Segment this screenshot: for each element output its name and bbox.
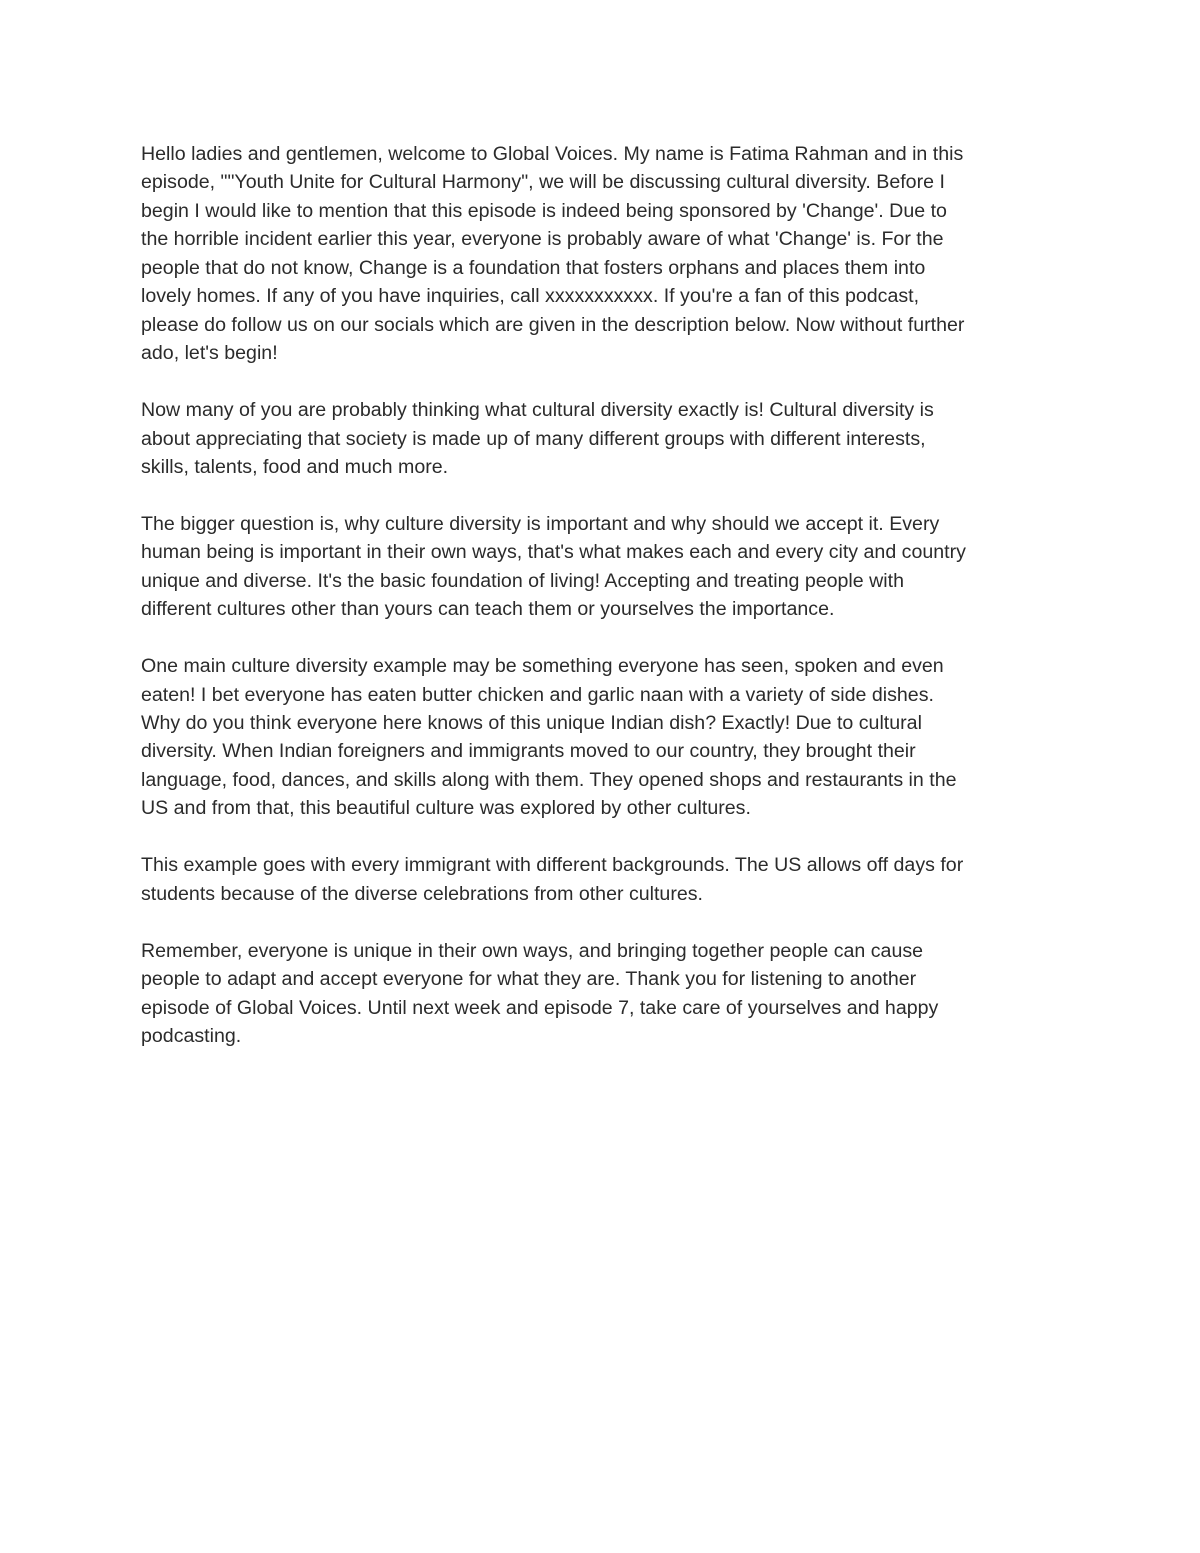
text-line: different cultures other than yours can teach them or yourselves the importance. [141, 598, 835, 621]
text-line: begin I would like to mention that this episode is indeed being sponsored by 'Change'. Due to [141, 199, 947, 222]
paragraph-intro [141, 140, 1061, 368]
paragraph-closing [141, 937, 1061, 1051]
text-line: the horrible incident earlier this year, everyone is probably aware of what 'Change' is. For the [141, 228, 944, 251]
document-body [141, 140, 1061, 1079]
text-line: human being is important in their own ways, that's what makes each and every city and country [141, 541, 966, 564]
paragraph-definition [141, 396, 1061, 481]
text-line: people that do not know, Change is a foundation that fosters orphans and places them into [141, 256, 926, 279]
text-line: Now many of you are probably thinking what cultural diversity exactly is! Cultural diversity is [141, 399, 934, 422]
text-line: diversity. When Indian foreigners and immigrants moved to our country, they brought their [141, 740, 916, 763]
text-line: language, food, dances, and skills along with them. They opened shops and restaurants in the [141, 768, 957, 791]
text-line: Why do you think everyone here knows of this unique Indian dish? Exactly! Due to cultural [141, 712, 922, 735]
text-line: about appreciating that society is made up of many different groups with different interests, [141, 427, 926, 450]
text-line: podcasting. [141, 1024, 242, 1047]
text-line: eaten! I bet everyone has eaten butter chicken and garlic naan with a variety of side dishes. [141, 683, 934, 706]
text-line: Remember, everyone is unique in their own ways, and bringing together people can cause [141, 939, 924, 962]
text-line: The bigger question is, why culture diversity is important and why should we accept it. Every [141, 512, 940, 535]
text-line: people to adapt and accept everyone for what they are. Thank you for listening to another [141, 968, 917, 991]
text-line: episode of Global Voices. Until next week and episode 7, take care of yourselves and happy [141, 996, 939, 1019]
text-line: ado, let's begin! [141, 342, 278, 365]
text-line: US and from that, this beautiful culture was explored by other cultures. [141, 797, 751, 820]
text-line: please do follow us on our socials which are given in the description below. Now without further [141, 313, 965, 336]
text-line: episode, ""Youth Unite for Cultural Harmony", we will be discussing cultural diversity. Before I [141, 171, 945, 194]
text-line: students because of the diverse celebrations from other cultures. [141, 882, 703, 905]
text-line: This example goes with every immigrant with different backgrounds. The US allows off days for [141, 854, 964, 877]
text-line: One main culture diversity example may be something everyone has seen, spoken and even [141, 655, 944, 678]
text-line: skills, talents, food and much more. [141, 455, 449, 478]
text-line: lovely homes. If any of you have inquiries, call xxxxxxxxxxx. If you're a fan of this podcast, [141, 285, 920, 308]
paragraph-example [141, 652, 1061, 823]
paragraph-immigrants [141, 851, 1061, 908]
paragraph-importance [141, 510, 1061, 624]
text-line: unique and diverse. It's the basic foundation of living! Accepting and treating people with [141, 569, 904, 592]
text-line: Hello ladies and gentlemen, welcome to Global Voices. My name is Fatima Rahman and in this [141, 143, 964, 165]
